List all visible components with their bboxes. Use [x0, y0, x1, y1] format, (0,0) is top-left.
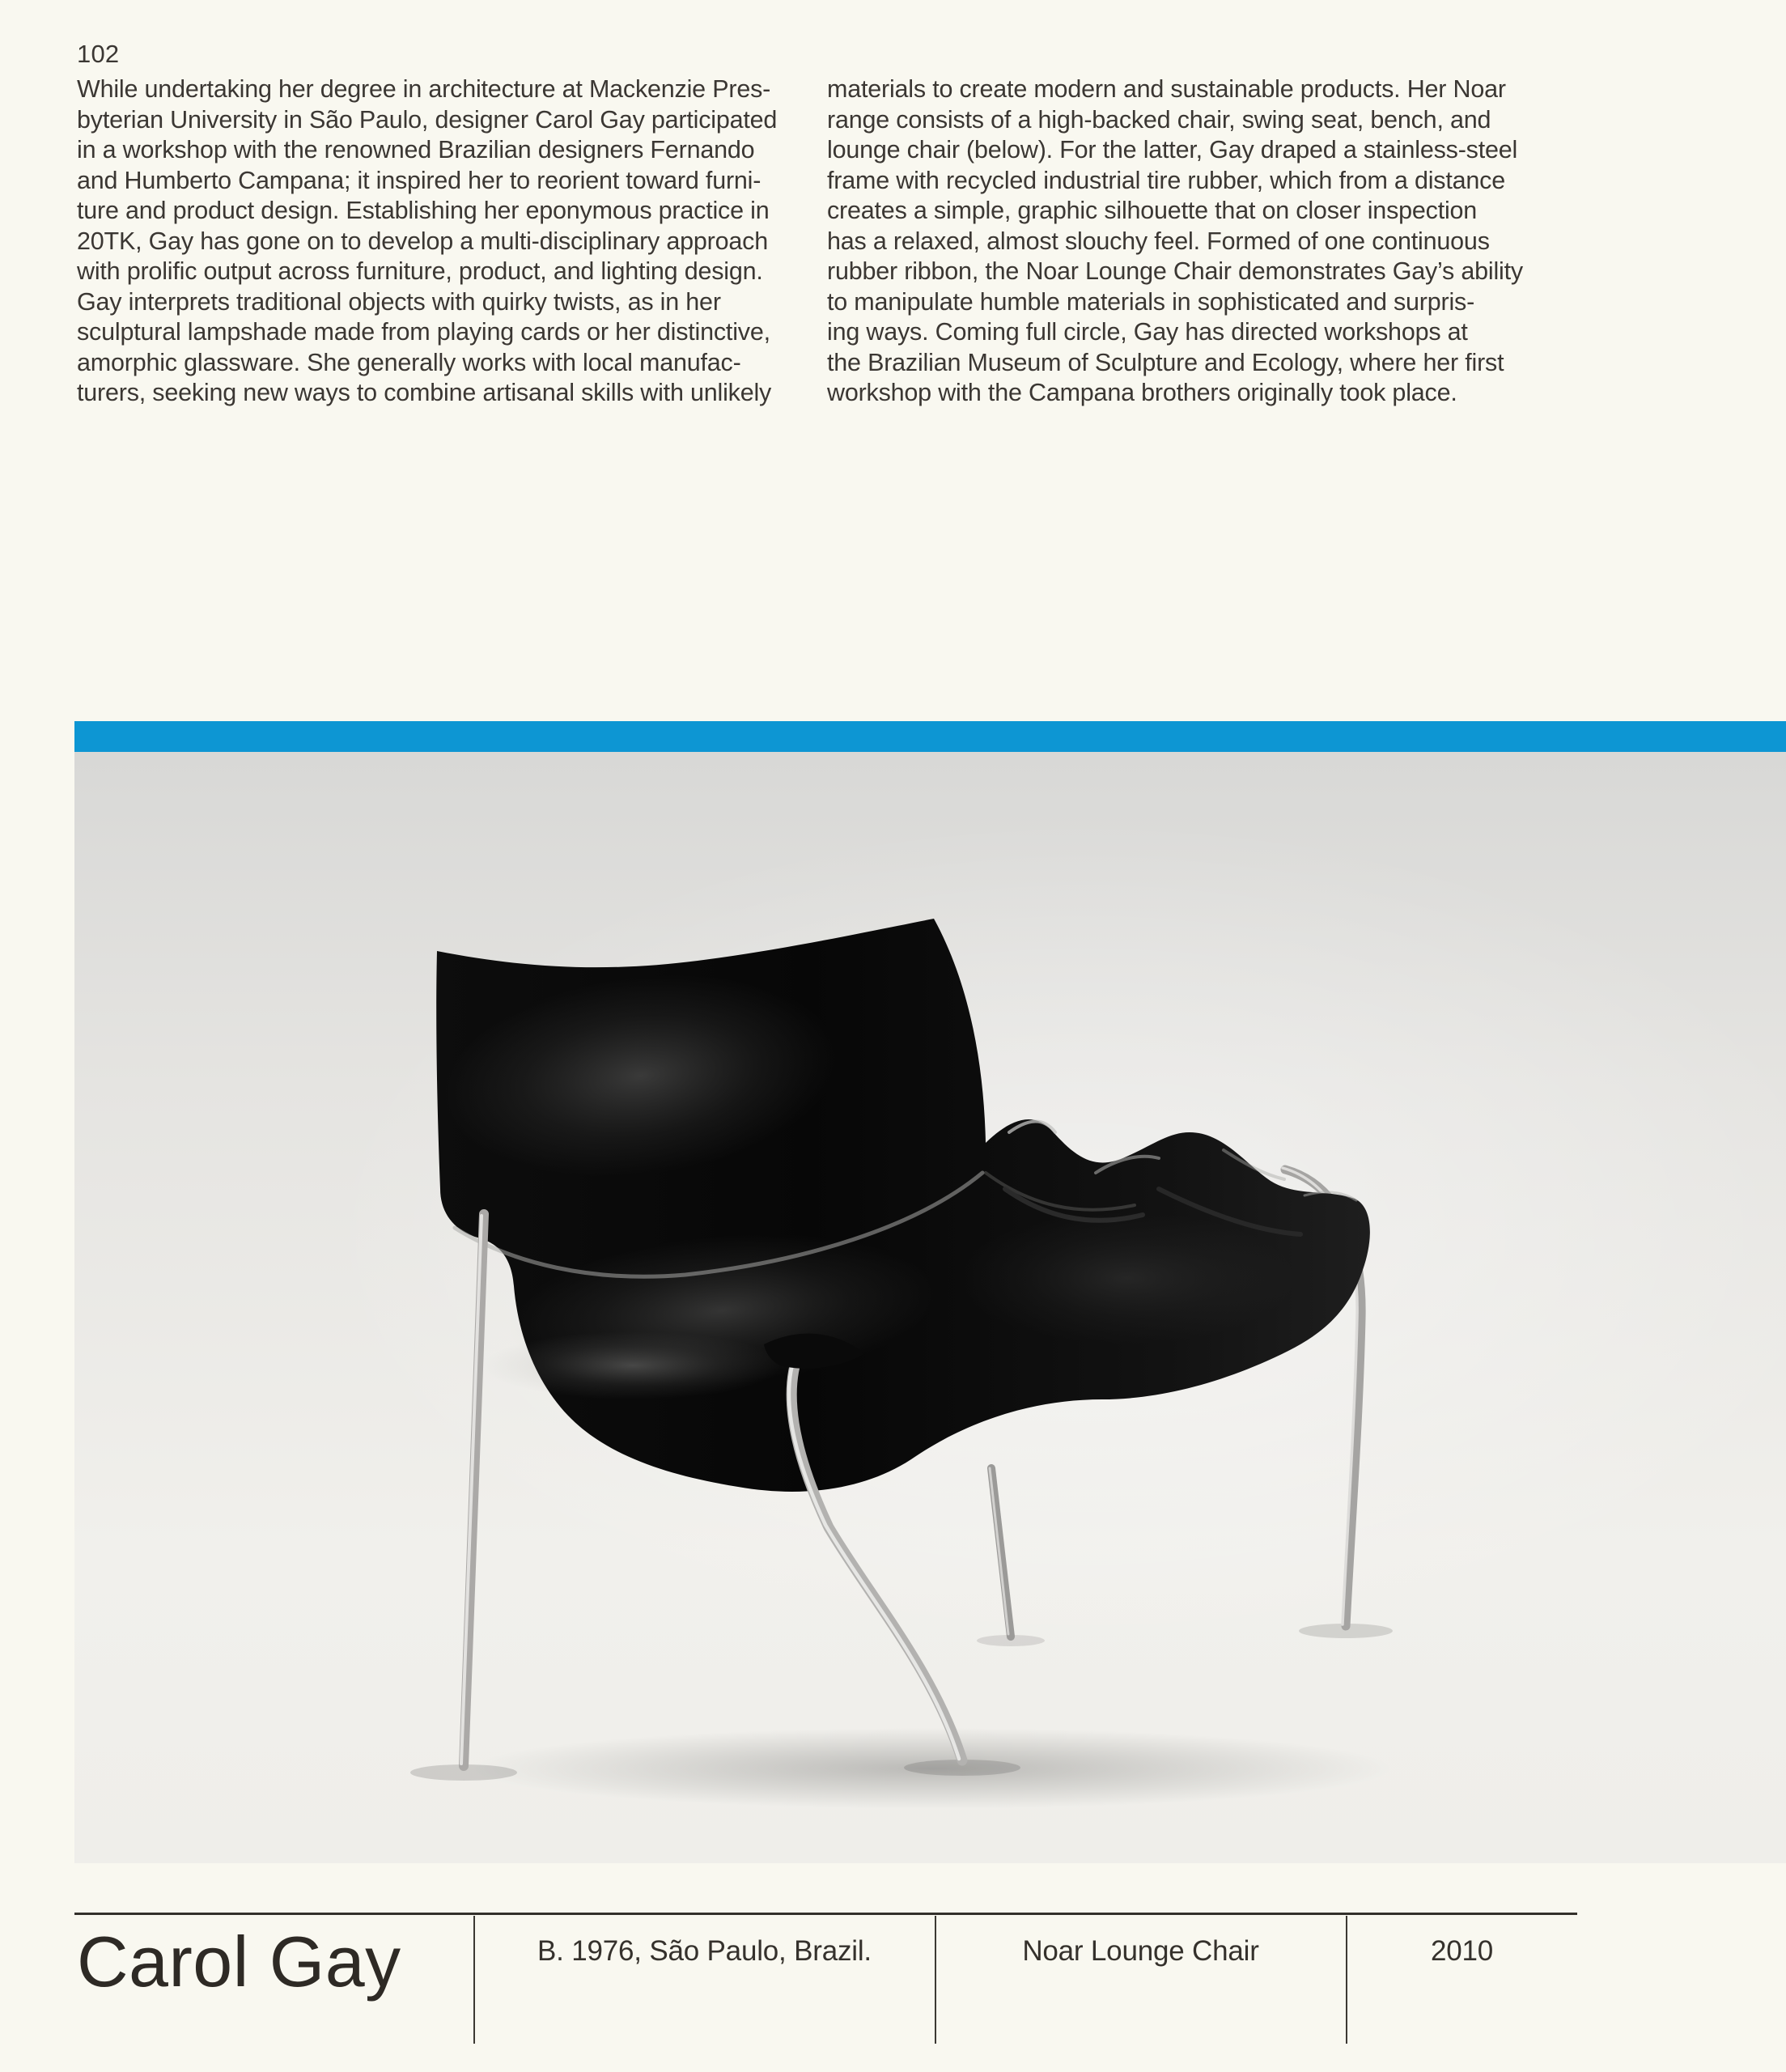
text-line: ture and product design. Establishing her eponymous practice in — [77, 197, 770, 224]
text-line: lounge chair (below). For the latter, Gay draped a stainless-steel — [827, 136, 1518, 163]
text-line: the Brazilian Museum of Sculpture and Ecology, where her first — [827, 348, 1504, 376]
article-text — [77, 74, 1577, 409]
page-number: 102 — [77, 40, 120, 68]
text-line: has a relaxed, almost slouchy feel. Formed of one continuous — [827, 227, 1490, 255]
chair-photograph-figure — [74, 721, 1786, 1863]
chair-photograph — [74, 752, 1786, 1863]
text-line: byterian University in São Paulo, designer Carol Gay participated — [77, 105, 778, 134]
work-year-caption: 2010 — [1430, 1935, 1494, 1967]
designer-birth-caption: B. 1976, São Paulo, Brazil. — [537, 1935, 872, 1967]
text-line: materials to create modern and sustainable products. Her Noar — [827, 75, 1506, 103]
text-line: workshop with the Campana brothers originally took place. — [827, 379, 1457, 406]
noar-lounge-chair-illustration — [74, 752, 1786, 1863]
text-line: and Humberto Campana; it inspired her to reorient toward furni- — [77, 166, 761, 194]
text-line: 20TK, Gay has gone on to develop a multi-disciplinary approach — [77, 227, 768, 255]
accent-bar — [74, 721, 1786, 752]
text-line: range consists of a high-backed chair, swing seat, bench, and — [827, 105, 1491, 134]
text-line: rubber ribbon, the Noar Lounge Chair demonstrates Gay’s ability — [827, 257, 1523, 285]
article-column-right — [827, 74, 1560, 409]
text-line: ing ways. Coming full circle, Gay has directed workshops at — [827, 318, 1468, 346]
work-title-caption: Noar Lounge Chair — [1022, 1935, 1259, 1967]
text-line: with prolific output across furniture, product, and lighting design. — [77, 257, 763, 285]
text-line: in a workshop with the renowned Brazilian designers Fernando — [77, 136, 755, 163]
text-line: to manipulate humble materials in sophisticated and surpris- — [827, 287, 1475, 316]
text-line: frame with recycled industrial tire rubber, which from a distance — [827, 166, 1505, 194]
text-line: While undertaking her degree in architecture at Mackenzie Pres- — [77, 75, 771, 103]
text-line: sculptural lampshade made from playing cards or her distinctive, — [77, 318, 770, 346]
text-line: creates a simple, graphic silhouette that on closer inspection — [827, 197, 1478, 224]
caption-rule — [74, 1913, 1577, 1915]
article-column-left — [77, 74, 810, 409]
text-line: turers, seeking new ways to combine artisanal skills with unlikely — [77, 379, 772, 406]
designer-name: Carol Gay — [77, 1921, 401, 2002]
text-line: Gay interprets traditional objects with quirky twists, as in her — [77, 287, 721, 316]
text-line: amorphic glassware. She generally works with local manufac- — [77, 348, 741, 376]
